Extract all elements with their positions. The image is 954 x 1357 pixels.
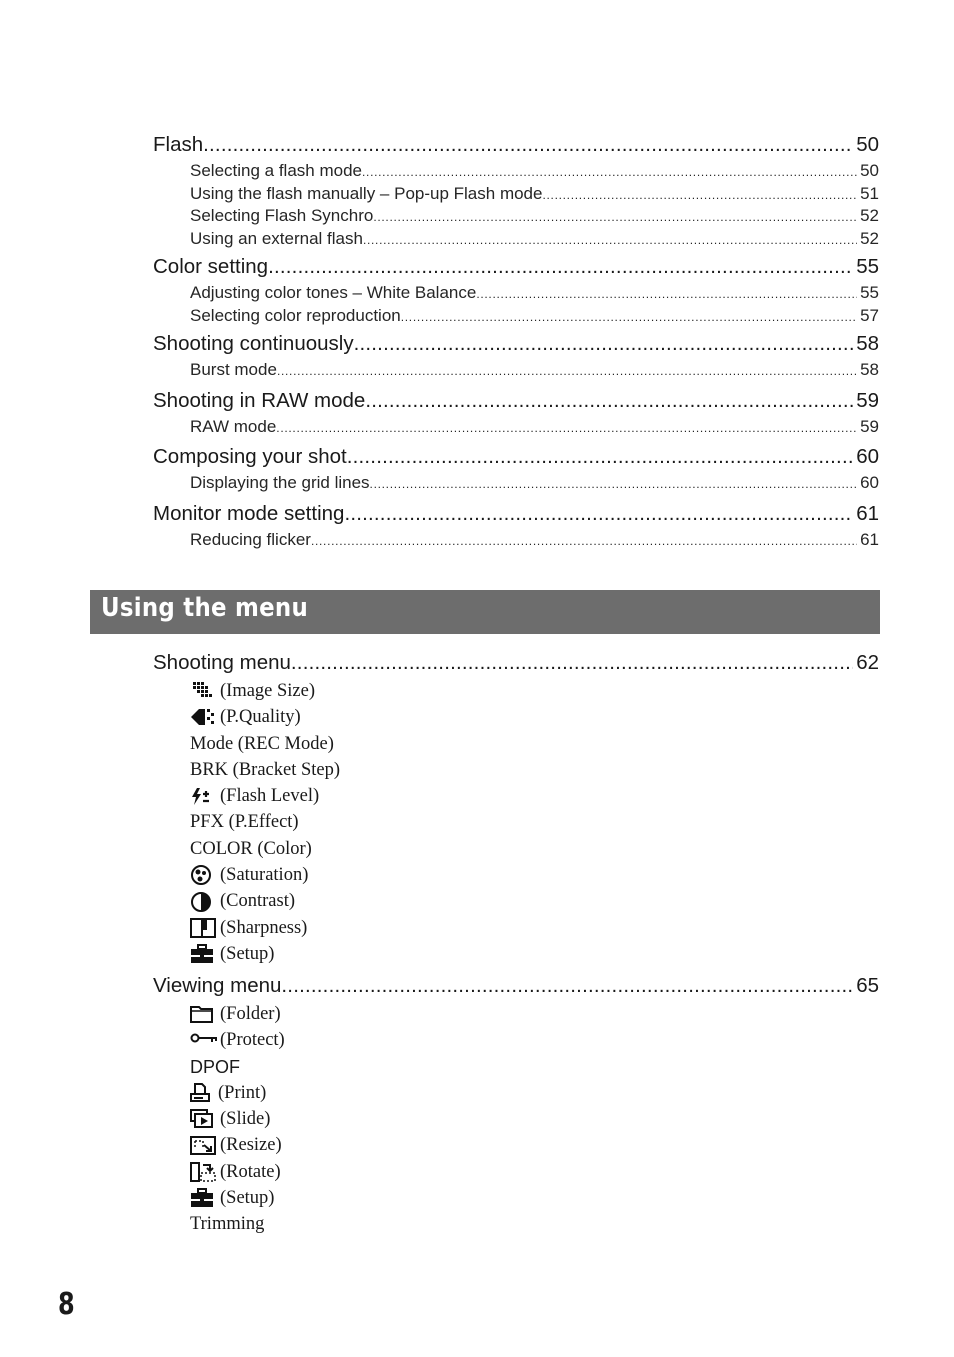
toc-subentry-page: 55 [860, 283, 879, 302]
resize-icon [190, 1136, 216, 1156]
menu-item-rec-mode[interactable] [190, 731, 879, 757]
leader-dots [354, 329, 854, 359]
leader-dots [277, 359, 857, 383]
toc-subentry-page: 50 [860, 161, 879, 180]
toc-entry-shooting-continuously[interactable] [153, 329, 879, 359]
toc-entry-shooting-menu[interactable] [153, 648, 879, 678]
leader-dots [347, 442, 853, 472]
menu-item-picture-quality[interactable] [190, 704, 879, 730]
menu-item-bracket-step[interactable] [190, 757, 879, 783]
menu-item-label: BRK (Bracket Step) [190, 759, 341, 780]
leader-dots [268, 252, 853, 282]
toc-entry-page: 55 [856, 255, 879, 278]
toc-entry-title: Composing your shot [153, 445, 347, 468]
toc-subentry-label: Selecting Flash Synchro [190, 206, 374, 225]
leader-dots [370, 472, 858, 496]
menu-item-rotate[interactable] [190, 1159, 879, 1185]
menu-item-sharpness[interactable] [190, 915, 879, 941]
contrast-icon [190, 892, 216, 912]
toc-entry-page: 58 [856, 332, 879, 355]
toc-subentry[interactable] [190, 228, 879, 251]
shooting-menu-section [153, 648, 879, 967]
menu-item-label: (Rotate) [220, 1161, 281, 1182]
toc-entry-page: 62 [856, 651, 879, 674]
toc-entry-page: 61 [856, 501, 879, 525]
setup-toolbox-icon [190, 944, 216, 964]
leader-dots [311, 529, 857, 553]
section-banner-title: Using the menu [101, 593, 309, 623]
menu-item-label: COLOR (Color) [190, 838, 312, 859]
menu-item-label: (Protect) [220, 1030, 285, 1051]
leader-dots [373, 205, 857, 229]
toc-entry-title: Shooting menu [153, 651, 291, 674]
menu-item-print[interactable] [190, 1080, 879, 1106]
menu-item-label: (Flash Level) [220, 786, 320, 807]
menu-item-image-size[interactable] [190, 678, 879, 704]
menu-item-flash-level[interactable] [190, 783, 879, 809]
toc-entry-flash[interactable] [153, 130, 879, 160]
toc-entry-title: Shooting continuously [153, 332, 354, 355]
leader-dots [276, 416, 857, 440]
sharpness-icon [190, 918, 216, 938]
toc-subentry-label: Reducing flicker [190, 529, 311, 549]
menu-item-label: (Folder) [220, 1004, 281, 1024]
menu-item-label: (Setup) [220, 943, 275, 964]
leader-dots [291, 648, 853, 678]
leader-dots [363, 228, 857, 252]
toc-entry-page: 50 [856, 133, 879, 156]
leader-dots [476, 282, 857, 306]
menu-item-picture-effect[interactable] [190, 809, 879, 835]
menu-item-dpof[interactable] [190, 1054, 879, 1080]
leader-dots [542, 183, 857, 207]
leader-dots [281, 971, 853, 1001]
toc-subentry[interactable] [190, 305, 879, 328]
menu-item-label: (Resize) [220, 1135, 282, 1156]
slide-icon [190, 1109, 216, 1129]
page-number: 8 [58, 1287, 75, 1322]
menu-item-slide[interactable] [190, 1106, 879, 1132]
rotate-icon [190, 1162, 216, 1182]
menu-item-folder[interactable] [190, 1001, 879, 1027]
toc-subentry[interactable] [190, 160, 879, 183]
toc-subentry[interactable] [190, 359, 879, 382]
toc-subentry[interactable] [190, 472, 879, 495]
menu-item-label: (Setup) [220, 1188, 275, 1209]
toc-subentry-page: 51 [860, 183, 879, 203]
print-icon [190, 1083, 214, 1103]
menu-item-setup[interactable] [190, 1185, 879, 1211]
table-of-contents [153, 130, 879, 551]
menu-item-label: (Slide) [220, 1109, 271, 1130]
toc-entry-shooting-raw[interactable] [153, 386, 879, 416]
toc-subentry-label: Adjusting color tones – White Balance [190, 283, 477, 302]
leader-dots [401, 305, 857, 329]
menu-item-protect[interactable] [190, 1027, 879, 1053]
viewing-menu-section [153, 971, 879, 1238]
toc-entry-page: 65 [856, 974, 879, 997]
image-size-icon [190, 681, 216, 701]
menu-item-saturation[interactable] [190, 862, 879, 888]
toc-subentry-page: 52 [860, 206, 879, 225]
menu-item-label: Trimming [190, 1214, 265, 1235]
flash-level-icon [190, 786, 216, 806]
toc-entry-composing-shot[interactable] [153, 442, 879, 472]
toc-subentry-label: Selecting color reproduction [190, 305, 401, 325]
menu-item-label: (Saturation) [220, 865, 309, 886]
menu-item-label: (Print) [218, 1082, 267, 1103]
toc-entry-page: 60 [856, 445, 879, 468]
menu-item-contrast[interactable] [190, 888, 879, 914]
menu-item-resize[interactable] [190, 1132, 879, 1158]
menu-item-setup[interactable] [190, 941, 879, 967]
menu-item-label: (Image Size) [220, 681, 316, 701]
toc-entry-title: Shooting in RAW mode [153, 388, 366, 412]
toc-subentry-label: Using an external flash [190, 228, 363, 248]
toc-entry-viewing-menu[interactable] [153, 971, 879, 1001]
toc-subentry-page: 57 [860, 305, 879, 325]
toc-subentry-label: Selecting a flash mode [190, 161, 362, 180]
toc-subentry-page: 52 [860, 228, 879, 248]
leader-dots [344, 499, 853, 529]
toc-subentry-label: Displaying the grid lines [190, 473, 370, 492]
leader-dots [203, 130, 853, 160]
toc-subentry[interactable] [190, 282, 879, 305]
toc-subentry-page: 60 [860, 473, 879, 492]
toc-entry-title: Monitor mode setting [153, 501, 345, 525]
toc-entry-page: 59 [856, 388, 879, 412]
toc-subentry[interactable] [190, 205, 879, 228]
toc-subentry-label: Burst mode [190, 360, 277, 379]
menu-item-label: (P.Quality) [220, 707, 301, 728]
toc-subentry-page: 58 [860, 360, 879, 379]
toc-entry-title: Flash [153, 133, 204, 156]
folder-icon [190, 1004, 216, 1024]
menu-item-label: (Contrast) [220, 891, 296, 912]
toc-entry-title: Color setting [153, 255, 269, 278]
protect-key-icon [190, 1030, 216, 1050]
toc-entry-monitor-mode[interactable] [153, 499, 879, 529]
toc-subentry[interactable] [190, 183, 879, 206]
leader-dots [362, 160, 857, 184]
toc-entry-color-setting[interactable] [153, 252, 879, 282]
menu-item-label: (Sharpness) [220, 917, 308, 938]
section-banner [90, 590, 880, 634]
menu-item-label: DPOF [190, 1056, 241, 1077]
setup-toolbox-icon [190, 1188, 216, 1208]
menu-item-trimming[interactable] [190, 1211, 879, 1237]
saturation-icon [190, 865, 216, 885]
toc-subentry[interactable] [190, 529, 879, 552]
toc-subentry-page: 59 [860, 416, 879, 436]
menu-item-label: PFX (P.Effect) [190, 812, 299, 833]
menu-item-color[interactable] [190, 836, 879, 862]
menu-item-label: Mode (REC Mode) [190, 733, 334, 754]
picture-quality-icon [190, 707, 216, 727]
toc-subentry[interactable] [190, 416, 879, 439]
toc-subentry-label: RAW mode [190, 416, 277, 436]
toc-entry-title: Viewing menu [153, 974, 282, 997]
toc-subentry-label: Using the flash manually – Pop-up Flash mode [190, 183, 543, 203]
leader-dots [365, 386, 853, 416]
toc-subentry-page: 61 [860, 529, 879, 549]
